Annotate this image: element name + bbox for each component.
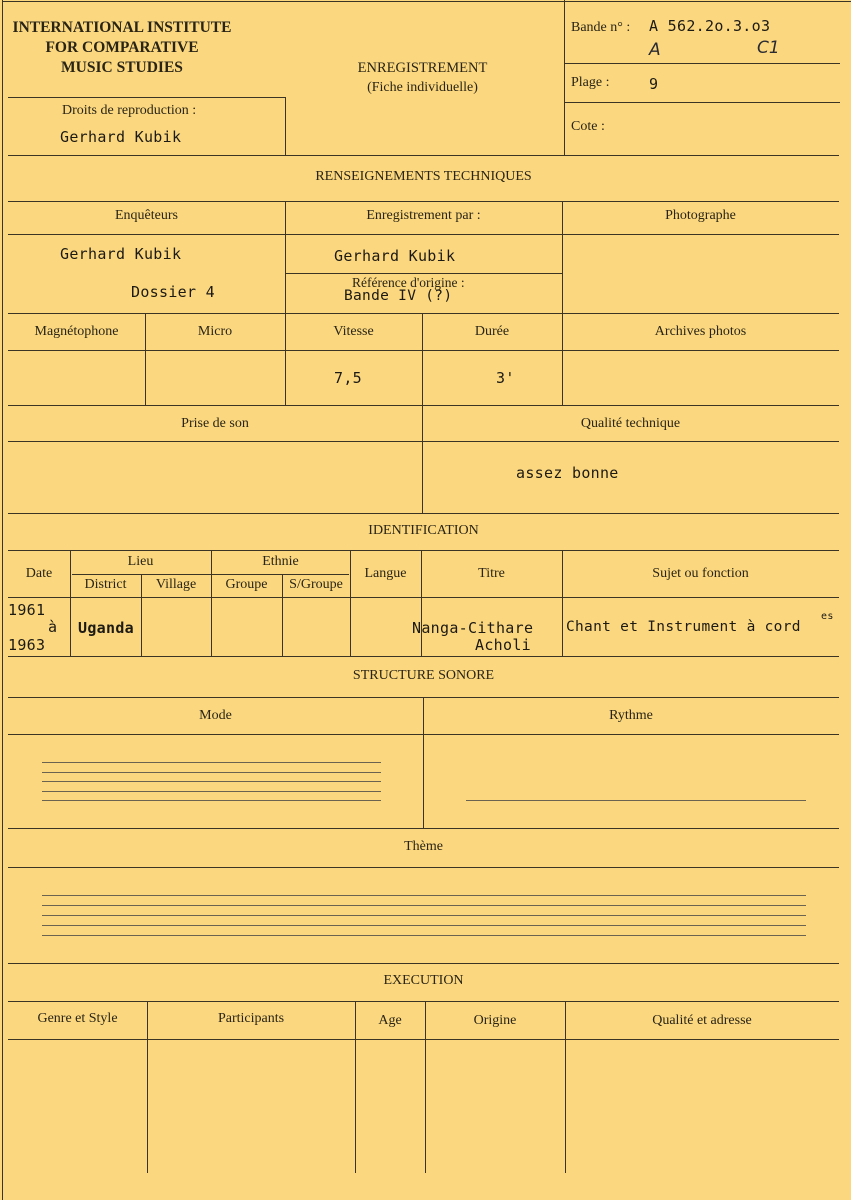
bande-handwritten-c: C1	[757, 38, 780, 58]
qualite-label: Qualité technique	[580, 416, 681, 431]
card-top-border	[2, 1, 851, 2]
rule	[8, 234, 839, 235]
date-to: 1963	[8, 636, 46, 654]
theme-write-line	[42, 895, 806, 896]
prise-label: Prise de son	[181, 416, 249, 431]
participants-label: Participants	[217, 1011, 285, 1026]
institute-line: FOR COMPARATIVE	[45, 39, 199, 56]
qualite-adresse-label: Qualité et adresse	[652, 1013, 752, 1028]
plage-cote-divider	[564, 102, 840, 103]
titre-value-line1: Nanga-Cithare	[412, 619, 534, 637]
sujet-value: Chant et Instrument à cord	[566, 619, 801, 635]
rule	[8, 734, 839, 735]
bande-handwritten-a: A	[649, 40, 661, 60]
bande-label: Bande n° :	[571, 20, 631, 35]
plage-value: 9	[649, 75, 659, 93]
rule	[8, 513, 839, 514]
rule	[8, 963, 839, 964]
rule	[8, 201, 839, 202]
rule	[72, 574, 349, 575]
duree-value: 3'	[496, 369, 515, 387]
mode-write-line	[42, 762, 381, 763]
mode-write-line	[42, 772, 381, 773]
rule	[8, 405, 839, 406]
rule	[8, 313, 839, 314]
titre-label: Titre	[478, 566, 505, 581]
mode-write-line	[42, 800, 381, 801]
form-title: ENREGISTREMENT	[357, 60, 488, 76]
vitesse-value: 7,5	[334, 369, 362, 387]
section-execution-title: EXECUTION	[383, 973, 464, 988]
theme-write-line	[42, 915, 806, 916]
droits-value: Gerhard Kubik	[60, 128, 182, 146]
micro-label: Micro	[197, 324, 233, 339]
droits-label: Droits de reproduction :	[62, 103, 197, 118]
genre-label: Genre et Style	[37, 1011, 118, 1026]
reference-value: Bande IV (?)	[344, 288, 453, 304]
theme-label: Thème	[404, 839, 443, 854]
header-bottom-rule	[8, 155, 839, 156]
rule	[285, 273, 562, 274]
theme-write-line	[42, 925, 806, 926]
plage-label: Plage :	[571, 75, 610, 90]
institute-name	[8, 18, 236, 78]
section-renseignements-title: RENSEIGNEMENTS TECHNIQUES	[315, 169, 532, 184]
dossier-value: Dossier 4	[131, 283, 215, 301]
droits-top-rule	[8, 97, 286, 98]
mode-label: Mode	[199, 708, 232, 723]
rule	[8, 1039, 839, 1040]
cote-label: Cote :	[571, 119, 605, 134]
photographe-label: Photographe	[665, 208, 736, 223]
card-left-border	[2, 0, 3, 1200]
titre-value-line2: Acholi	[475, 636, 531, 654]
bande-value: A 562.2o.3.o3	[649, 17, 771, 35]
institute-line: INTERNATIONAL INSTITUTE	[12, 19, 232, 36]
header-right-divider	[564, 0, 565, 155]
theme-write-line	[42, 905, 806, 906]
enqueteurs-value: Gerhard Kubik	[60, 245, 182, 263]
date-label: Date	[25, 566, 53, 581]
ethnie-label: Ethnie	[262, 554, 299, 569]
rule	[8, 656, 839, 657]
enregistrement-par-value: Gerhard Kubik	[334, 247, 456, 265]
mode-write-line	[42, 781, 381, 782]
rule	[8, 550, 839, 551]
rule	[8, 597, 839, 598]
rule	[8, 867, 839, 868]
section-identification-title: IDENTIFICATION	[368, 523, 479, 538]
bande-plage-divider	[564, 63, 840, 64]
rule	[8, 441, 839, 442]
sujet-label: Sujet ou fonction	[652, 566, 749, 581]
date-from: 1961	[8, 601, 46, 619]
mode-write-line	[42, 791, 381, 792]
vitesse-label: Vitesse	[333, 324, 374, 339]
rule	[8, 828, 839, 829]
langue-label: Langue	[364, 566, 407, 581]
section-structure-title: STRUCTURE SONORE	[352, 668, 495, 683]
sgroupe-label: S/Groupe	[289, 577, 343, 592]
rythme-write-line	[466, 800, 806, 801]
enregistrement-par-label: Enregistrement par :	[366, 208, 481, 223]
rythme-label: Rythme	[609, 708, 653, 723]
rule	[8, 350, 839, 351]
form-subtitle: (Fiche individuelle)	[367, 80, 478, 95]
date-a: à	[48, 618, 58, 636]
duree-label: Durée	[474, 324, 510, 339]
sujet-value-superscript: es	[821, 611, 834, 622]
institute-line: MUSIC STUDIES	[61, 59, 183, 76]
district-label: District	[84, 577, 127, 592]
lieu-label: Lieu	[127, 554, 154, 569]
archives-label: Archives photos	[654, 324, 747, 339]
rule	[8, 1001, 839, 1002]
village-label: Village	[155, 577, 197, 592]
origine-label: Origine	[473, 1013, 517, 1028]
magnetophone-label: Magnétophone	[34, 324, 119, 339]
enqueteurs-label: Enquêteurs	[115, 208, 178, 223]
age-label: Age	[378, 1013, 402, 1028]
district-value: Uganda	[78, 619, 134, 637]
droits-right-rule	[285, 97, 286, 155]
qualite-value: assez bonne	[516, 464, 619, 482]
theme-write-line	[42, 935, 806, 936]
groupe-label: Groupe	[225, 577, 268, 592]
reference-label: Référence d'origine :	[352, 275, 465, 290]
